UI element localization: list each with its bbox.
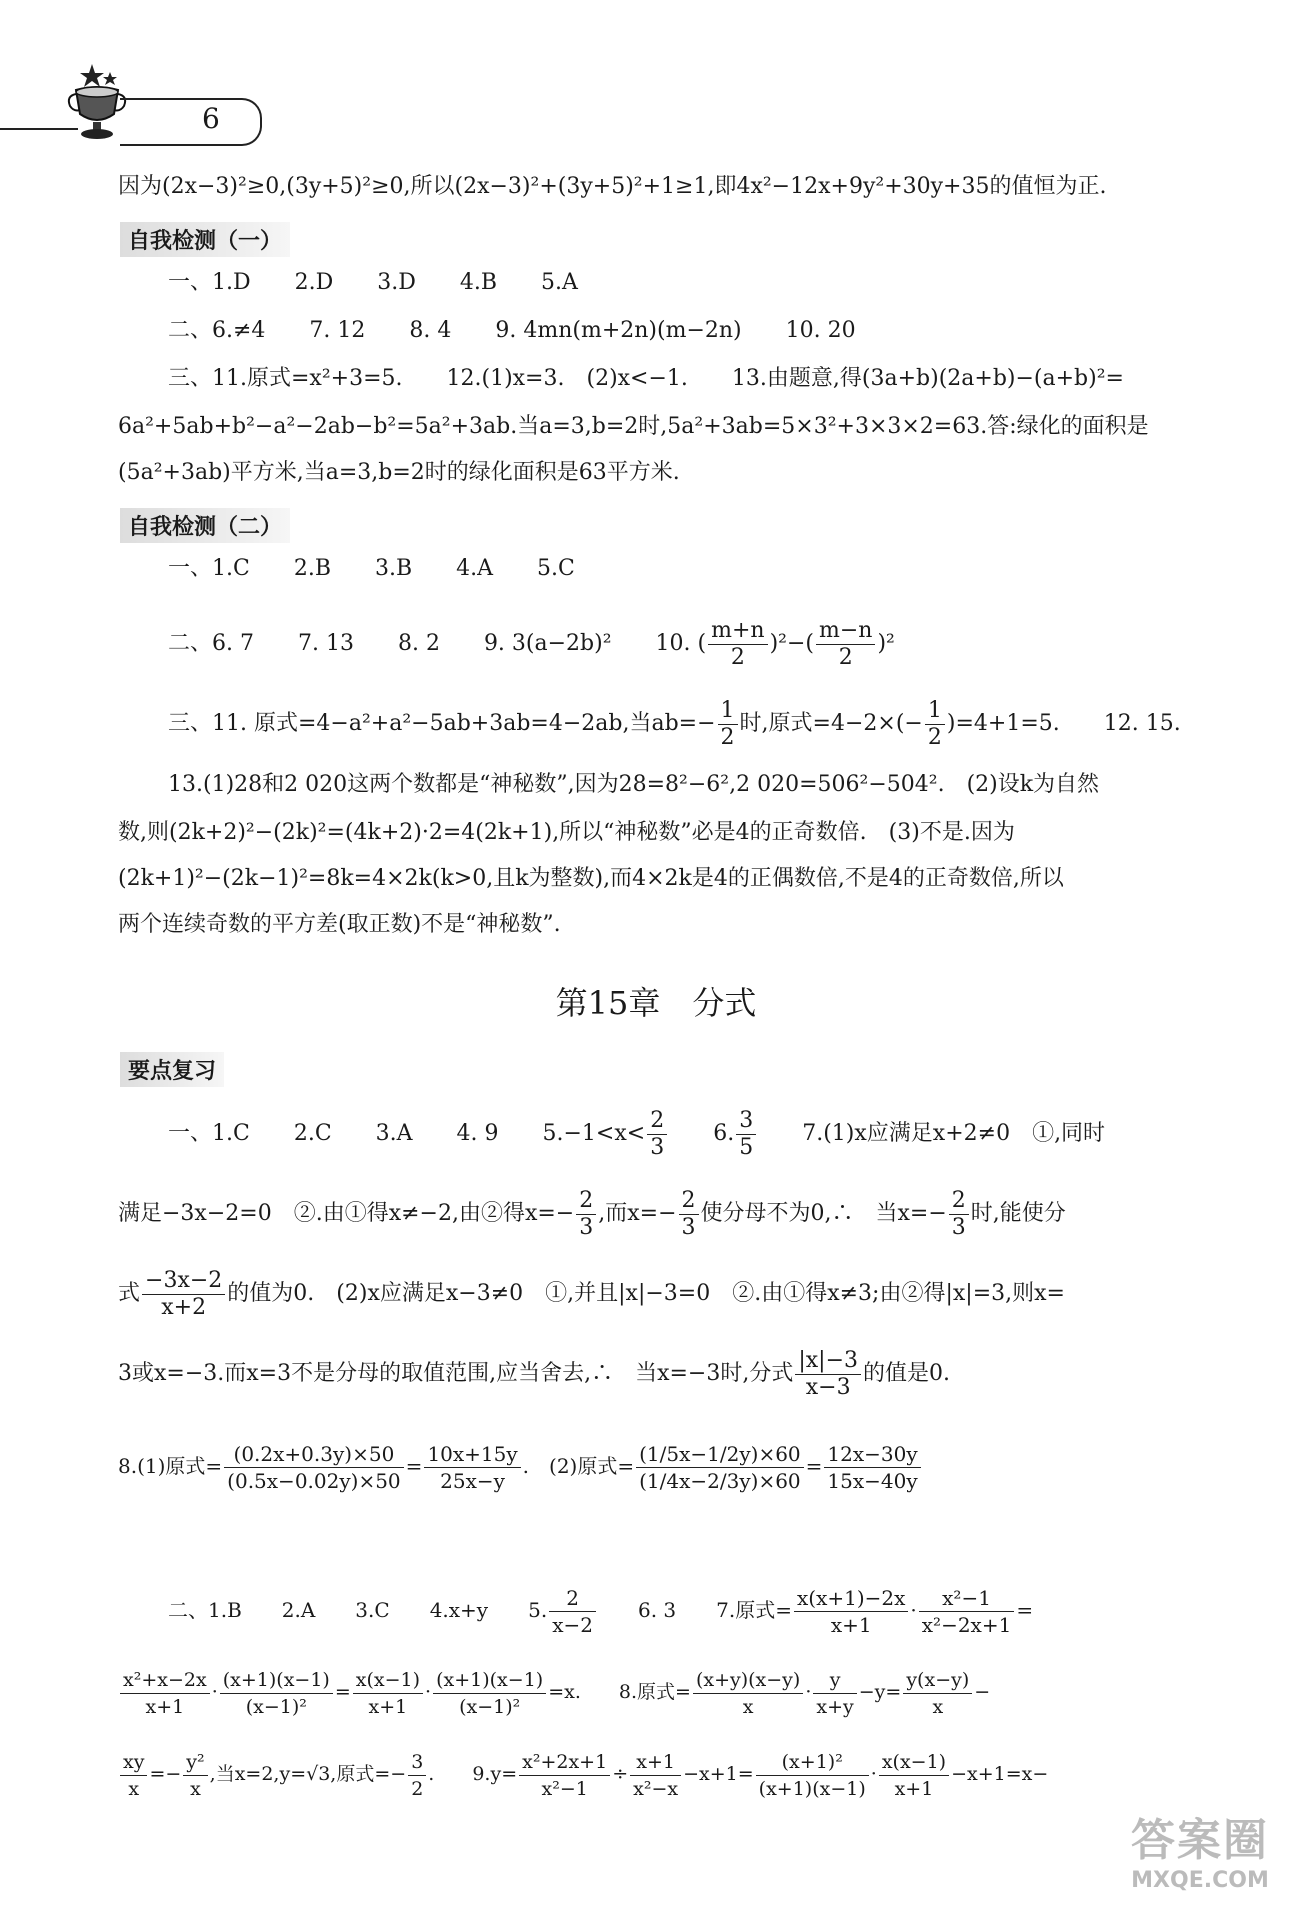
text-segment: 二、1.B 2.A 3.C 4.x+y 5. [168,1598,548,1622]
numerator: (1/5x−1/2y)×60 [636,1441,804,1468]
text-segment: =4+1=5. 12. 15. [955,711,1181,736]
text-segment: = [334,1681,351,1703]
fraction [903,1667,972,1720]
page-number: 6 [202,102,220,135]
fraction [794,1585,908,1638]
numerator: y² [183,1749,207,1776]
denominator: x+y [816,1695,854,1718]
denominator: 3 [951,1214,966,1240]
text-segment: 6. 3 7.原式= [637,1598,792,1622]
denominator: (x−1)² [459,1695,521,1718]
text-line: 二、1.B 2.A 3.C 4.x+y 5. $\frac{2}{x-2}$ 6. 3 7.原式= $\frac{x(x+1)-2x}{x+1}$ · $\frac{\text{x²−1}}{\text{x²−2x+1}}$ = [168,1586,1034,1637]
numerator: 2 [679,1188,699,1215]
denominator: 5 [739,1134,754,1160]
numerator: 12x−30y [824,1441,920,1468]
fraction [708,618,767,671]
text-line [118,1184,1066,1244]
numerator: 2 [576,1188,596,1215]
numerator: x(x−1) [353,1667,423,1694]
numerator: y [813,1667,856,1694]
numerator: 2 [949,1188,969,1215]
numerator: 3 [408,1749,426,1776]
text-line: 因为(2x−3)²≥0,(3y+5)²≥0,所以(2x−3)²+(3y+5)²+1≥1,即4x²−12x+9y²+30y+35的值恒为正. [118,174,1107,199]
numerator: x²−1 [919,1585,1015,1612]
text-segment: 三、11. 原式=4−a²+a²−5ab+3ab=4−2ab,当ab=− [168,711,716,736]
denominator: x²−1 [541,1777,588,1800]
text-line: 二、6. 7 7. 13 8. 2 9. 3(a−2b)² 10. ( $\frac{m+n}{2}$ )²−( $\frac{m-n}{2}$ )² [168,617,895,670]
numerator: 1 [925,698,945,725]
numerator: (0.2x+0.3y)×50 [224,1441,404,1468]
text-segment: 式 [118,1281,141,1306]
denominator: (x−1)² [245,1695,307,1718]
section-heading: 自我检测（二） [120,508,290,543]
fraction [353,1667,423,1720]
text-segment: =x. 8.原式= [548,1681,691,1703]
fraction [693,1667,803,1720]
fraction [756,1749,869,1802]
fraction [433,1667,546,1720]
denominator: x [932,1695,944,1718]
fraction [813,1667,856,1720]
chapter-title: 第15章 分式 [555,984,757,1022]
numerator: |x|−3 [795,1348,861,1375]
fraction [576,1188,596,1241]
fraction [636,1441,804,1494]
fraction [224,1441,404,1494]
text-segment: · [425,1681,432,1703]
numerator: x²+2x+1 [519,1749,610,1776]
denominator: x [742,1695,754,1718]
text-line [118,1436,923,1496]
text-segment: ,而x=− [598,1201,677,1226]
denominator: 2 [411,1777,424,1800]
fraction [736,1108,756,1161]
text-segment: = [405,1454,423,1478]
denominator: x−2 [552,1613,593,1637]
watermark-logo: 答案圈 MXQE.COM [1131,1815,1269,1893]
text-segment: . 9.y= [428,1763,518,1785]
denominator: x−3 [805,1374,851,1400]
text-line: $\frac{xy}{x}$ =− $\frac{\text{y²}}{x}$ ,当x=2,y=√3,原式=− $\frac{3}{2}$ . 9.y= $\frac{\text{x²+2x+1}}{\text{x²−1}}$ ÷ $\frac{x+1}{\text{x²−x}}$ −x+1= $\frac{\text{(x+1)²}}{(x+1)(x-1)}$ · $\frac{x(x-1)}{x+1}$ −x+1=x− [118,1744,1048,1804]
numerator: m+n [708,618,767,645]
denominator: 3 [650,1134,665,1160]
text-line: $\frac{\text{x²+x−2x}}{x+1}$ · $\frac{(x+1)(x-1)}{\text{(x−1)²}}$ = $\frac{x(x-1)}{x+1}$ · $\frac{(x+1)(x-1)}{\text{(x−1)²}}$ =x. 8.原式= $\frac{(x+y)(x-y)}{x}$ · $\frac{y}{x+y}$ −y= $\frac{y(x-y)}{x}$ − [118,1662,990,1722]
denominator: 2 [838,644,853,670]
denominator: x [128,1777,140,1800]
denominator: x+1 [830,1613,872,1637]
denominator: 2 [927,724,942,750]
denominator: 15x−40y [827,1469,918,1493]
text-segment: 二、6. 7 7. 13 8. 2 9. 3(a−2b)² 10. [168,631,691,656]
denominator: x²−x [633,1777,679,1800]
numerator: (x+1)² [756,1749,869,1776]
text-segment: = [805,1454,823,1478]
text-line [168,1104,1105,1164]
denominator: 2 [730,644,745,670]
text-segment: 使分母不为0,∴ 当x=− [700,1201,947,1226]
fraction [925,698,945,751]
denominator: x+1 [145,1695,185,1718]
text-line: (2k+1)²−(2k−1)²=8k=4×2k(k>0,且k为整数),而4×2k是4的正偶数倍,不是4的正奇数倍,所以 [118,866,1064,891]
text-line: 三、11.原式=x²+3=5. 12.(1)x=3. (2)x<−1. 13.由题意,得(3a+b)(2a+b)−(a+b)²= [168,366,1124,391]
fraction [879,1749,949,1802]
denominator: (1/4x−2/3y)×60 [639,1469,801,1493]
text-segment: 时,原式=4−2× [739,711,896,736]
page-number-box [120,98,262,146]
fraction [647,1108,667,1161]
fraction [824,1441,920,1494]
fraction [519,1749,610,1802]
denominator: 25x−y [440,1469,505,1493]
text-line: 一、1.D 2.D 3.D 4.B 5.A [168,270,578,295]
denominator: 3 [681,1214,696,1240]
text-segment: 7.(1)x应满足x+2≠0 ①,同时 [802,1121,1106,1146]
text-line: 一、1.C 2.B 3.B 4.A 5.C [168,556,575,581]
numerator: 2 [647,1108,667,1135]
numerator: x+1 [630,1749,681,1776]
denominator: x²−2x+1 [921,1613,1012,1637]
numerator: 3 [736,1108,756,1135]
text-segment: 3或x=−3.而x=3不是分母的取值范围,应当舍去,∴ 当x=−3时,分式 [118,1361,794,1386]
numerator: 10x+15y [424,1441,520,1468]
fraction [816,618,875,671]
text-segment: 8.(1)原式= [118,1454,223,1478]
text-line: 6a²+5ab+b²−a²−2ab−b²=5a²+3ab.当a=3,b=2时,5a²+3ab=5×3²+3×3×2=63.答:绿化的面积是 [118,414,1149,439]
text-line: 数,则(2k+2)²−(2k)²=(4k+2)·2=4(2k+1),所以“神秘数”必是4的正奇数倍. (3)不是.因为 [118,820,1015,845]
text-segment: 的值为0. (2)x应满足x−3≠0 ①,并且|x|−3=0 ②.由①得x≠3;由②得|x|=3,则x= [227,1281,1065,1306]
text-segment: . (2)原式= [522,1454,635,1478]
text-segment: 6. [713,1121,735,1146]
fraction [220,1667,333,1720]
denominator: 3 [579,1214,594,1240]
numerator: 1 [718,698,738,725]
fraction [408,1749,426,1802]
numerator: y(x−y) [903,1667,972,1694]
text-segment: 时,能使分 [970,1201,1066,1226]
fraction [183,1749,207,1802]
fraction [919,1585,1015,1638]
fraction [120,1667,210,1720]
fraction [949,1188,969,1241]
numerator: x(x−1) [879,1749,949,1776]
denominator: (0.5x−0.02y)×50 [227,1469,401,1493]
numerator: x²+x−2x [120,1667,210,1694]
numerator: m−n [816,618,875,645]
numerator: (x+1)(x−1) [433,1667,546,1694]
text-line: 两个连续奇数的平方差(取正数)不是“神秘数”. [118,912,561,937]
text-line [118,1264,1065,1324]
section-heading: 自我检测（一） [120,222,290,257]
denominator: x+1 [894,1777,934,1800]
numerator: (x+1)(x−1) [220,1667,333,1694]
text-line: 二、6.≠4 7. 12 8. 4 9. 4mn(m+2n)(m−2n) 10. 20 [168,318,856,343]
denominator: (x+1)(x−1) [758,1777,866,1800]
denominator: x [190,1777,201,1800]
numerator: (x+y)(x−y) [693,1667,803,1694]
text-segment: 满足−3x−2=0 ②.由①得x≠−2,由②得x=− [118,1201,575,1226]
denominator: x+2 [161,1294,207,1320]
denominator: 2 [720,724,735,750]
text-segment: 一、1.C 2.C 3.A 4. 9 5.−1<x< [168,1121,646,1146]
numerator: −3x−2 [142,1268,225,1295]
fraction [795,1348,861,1401]
text-line: (5a²+3ab)平方米,当a=3,b=2时的绿化面积是63平方米. [118,460,680,485]
text-line: 13.(1)28和2 020这两个数都是“神秘数”,因为28=8²−6²,2 020=506²−504². (2)设k为自然 [168,772,1100,797]
text-line: 三、11. 原式=4−a²+a²−5ab+3ab=4−2ab,当ab=− $\frac{1}{2}$ 时,原式=4−2×(− $\frac{1}{2}$ )=4+1=5. 12. 15. [168,697,1181,750]
fraction [549,1585,596,1638]
fraction [120,1749,147,1802]
numerator: 2 [549,1585,596,1612]
fraction [679,1188,699,1241]
numerator: x(x+1)−2x [794,1585,908,1612]
fraction [630,1749,681,1802]
fraction [142,1268,225,1321]
text-segment: ,当x=2,y=√3,原式=− [209,1763,407,1785]
numerator: xy [120,1749,147,1776]
text-line [118,1344,950,1404]
denominator: x+1 [368,1695,408,1718]
fraction [718,698,738,751]
text-segment: 的值是0. [863,1361,951,1386]
section-heading: 要点复习 [120,1052,224,1087]
fraction [424,1441,520,1494]
